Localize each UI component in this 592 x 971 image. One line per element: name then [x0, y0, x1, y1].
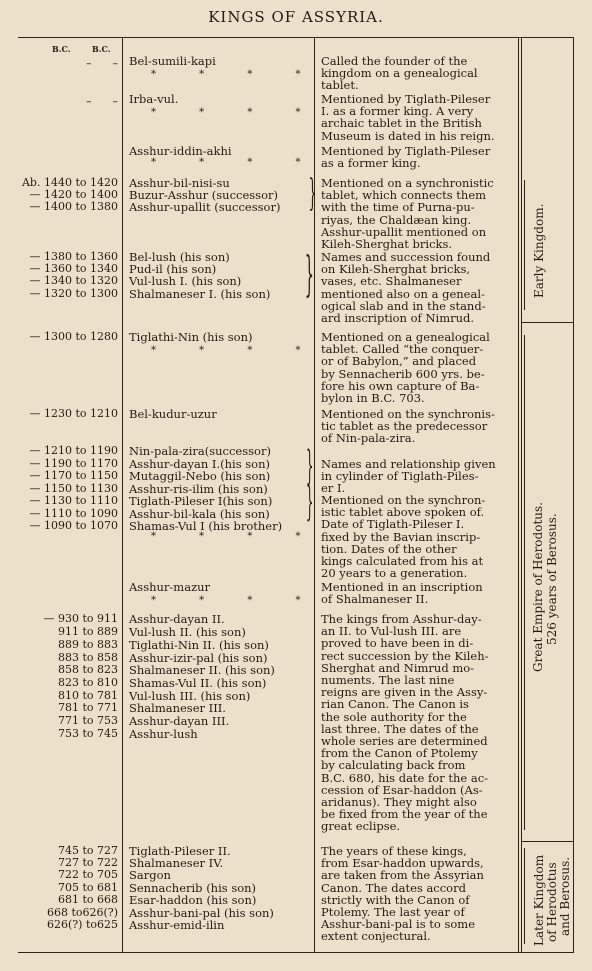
king-name: Asshur-dayan III. — [129, 714, 230, 728]
note-line: archaic tablet in the British — [321, 116, 482, 131]
king-name: Mutaggil-Nebo (his son) — [129, 469, 271, 483]
dash-marker: – – — [86, 57, 118, 70]
reign-dates: 883 to 858 — [57, 651, 118, 664]
note-line: proved to have been in di- — [321, 636, 474, 651]
note-line: in cylinder of Tiglath-Piles- — [321, 469, 479, 484]
page-title: KINGS OF ASSYRIA. — [208, 8, 384, 26]
king-name: Vul-lush III. (his son) — [129, 689, 251, 703]
king-name: Bel-lush (his son) — [129, 250, 230, 264]
reign-dates: — 1150 to 1130 — [29, 482, 118, 495]
column-rule-notes — [518, 37, 519, 953]
reign-dates: 727 to 722 — [57, 856, 118, 869]
note-line: by calculating back from — [321, 758, 466, 773]
reign-dates: 858 to 823 — [57, 663, 118, 676]
note-line: bylon in B.C. 703. — [321, 391, 425, 406]
note-line: tablet, which connects them — [321, 188, 487, 203]
note-line: Mentioned by Tiglath-Pileser — [321, 144, 491, 158]
king-name: Asshur-izir-pal (his son) — [129, 651, 268, 665]
reign-dates: 823 to 810 — [57, 676, 118, 689]
ellipsis-stars: * * * * — [151, 69, 321, 80]
king-name: Asshur-dayan II. — [129, 612, 225, 626]
note-line: tablet. — [321, 78, 359, 93]
reign-dates: — 1360 to 1340 — [29, 262, 118, 275]
king-name: Asshur-iddin-akhi — [129, 144, 232, 158]
reign-dates: 889 to 883 — [57, 638, 118, 651]
note-line: tic tablet as the predecessor — [321, 419, 488, 434]
note-line: be fixed from the year of the — [321, 807, 488, 822]
reign-dates: 722 to 705 — [57, 868, 118, 881]
note-line: kings calculated from his at — [321, 554, 484, 569]
king-name: Vul-lush I. (his son) — [129, 274, 242, 288]
note-line: Mentioned on a synchronistic — [321, 176, 494, 190]
ellipsis-stars: * * * * — [151, 107, 321, 118]
period-label-later-2: of Herodotus — [545, 862, 559, 942]
note-line: as a former king. — [321, 156, 421, 171]
note-line: whole series are determined — [321, 734, 488, 749]
group-brace: } — [305, 479, 314, 525]
period-label-later-3: and Berosus. — [558, 856, 572, 936]
reign-dates: 781 to 771 — [57, 701, 118, 714]
king-note — [321, 93, 513, 142]
note-line: numents. The last nine — [321, 673, 455, 688]
note-line: B.C. 680, his date for the ac- — [321, 770, 489, 785]
group-brace: } — [304, 246, 314, 302]
note-line: Names and relationship given — [321, 457, 496, 471]
period-bracket-early — [524, 180, 525, 310]
reign-dates: 771 to 753 — [57, 714, 118, 727]
ellipsis-stars: * * * * — [151, 157, 321, 168]
note-line: The years of these kings, — [321, 844, 467, 858]
note-line: Canon. The dates accord — [321, 880, 466, 895]
note-line: 20 years to a generation. — [321, 566, 468, 581]
note-line: Mentioned on the synchronis- — [321, 407, 495, 421]
group-brace: } — [308, 173, 317, 214]
group-brace: } — [305, 443, 314, 489]
note-line: rian Canon. The Canon is — [321, 697, 469, 712]
king-name: Asshur-bil-kala (his son) — [129, 507, 270, 521]
note-line: aridanus). They might also — [321, 795, 477, 810]
note-line: cession of Esar-haddon (As- — [321, 782, 483, 797]
note-line: riyas, the Chaldæan king. — [321, 212, 472, 227]
note-line: kingdom on a genealogical — [321, 66, 478, 81]
king-name: Esar-haddon (his son) — [129, 893, 257, 907]
king-name: Sargon — [129, 868, 171, 882]
king-note — [321, 408, 513, 445]
reign-dates: 753 to 745 — [57, 727, 118, 740]
note-line: Sherghat and Nimrud mo- — [321, 660, 475, 675]
reign-dates: — 1130 to 1110 — [29, 494, 118, 507]
note-line: on Kileh-Sherghat bricks, — [321, 262, 471, 277]
table-top-rule — [18, 37, 574, 38]
king-name: Asshur-mazur — [129, 580, 211, 594]
period-divider-later — [521, 841, 573, 842]
king-name: Shamas-Vul I (his brother) — [129, 519, 283, 533]
reign-dates: 911 to 889 — [57, 625, 118, 638]
king-name: Asshur-lush — [129, 727, 198, 741]
reign-dates: — 1340 to 1320 — [29, 274, 118, 287]
king-name: Asshur-upallit (successor) — [129, 200, 281, 214]
note-line: Mentioned in an inscription — [321, 580, 483, 594]
dash-marker: – – — [86, 95, 118, 108]
note-line: last three. The dates of the — [321, 721, 479, 736]
king-name: Asshur-emid-ilin — [129, 918, 225, 932]
reign-dates: — 1190 to 1170 — [29, 457, 118, 470]
note-line: ogical slab and in the stand- — [321, 298, 486, 313]
note-line: Mentioned on the synchron- — [321, 493, 486, 507]
period-label-great-2: 526 years of Berosus. — [545, 513, 559, 645]
note-line: of Nin-pala-zira. — [321, 431, 416, 446]
note-line: Asshur-bani-pal is to some — [321, 917, 476, 932]
note-line: tion. Dates of the other — [321, 541, 457, 556]
king-name: Bel-kudur-uzur — [129, 407, 217, 421]
king-note — [321, 458, 513, 495]
king-name: Asshur-dayan I.(his son) — [129, 457, 270, 471]
note-line: Mentioned by Tiglath-Pileser — [321, 92, 491, 106]
king-name: Shalmaneser II. (his son) — [129, 663, 275, 677]
reign-dates: — 930 to 911 — [43, 612, 118, 625]
note-line: an II. to Vul-lush III. are — [321, 624, 462, 639]
column-header-bc-from: B.C. — [52, 44, 71, 54]
reign-dates: — 1400 to 1380 — [29, 200, 118, 213]
note-line: mentioned also on a geneal- — [321, 286, 485, 301]
king-note — [321, 581, 513, 605]
table-right-edge — [573, 37, 574, 953]
king-name: Irba-vul. — [129, 92, 179, 106]
period-divider-early — [521, 322, 573, 323]
note-line: Mentioned on a genealogical — [321, 330, 490, 344]
note-line: Museum is dated in his reign. — [321, 128, 495, 143]
note-line: Date of Tiglath-Pileser I. — [321, 517, 465, 532]
note-line: Called the founder of the — [321, 54, 468, 68]
note-line: ard inscription of Nimrud. — [321, 311, 475, 326]
period-bracket-later — [524, 848, 525, 944]
column-header-bc-to: B.C. — [92, 44, 111, 54]
king-name: Tiglath-Pileser I(his son) — [129, 494, 273, 508]
king-note — [321, 331, 513, 404]
king-name: Vul-lush II. (his son) — [129, 625, 246, 639]
column-rule-periods-outer — [521, 37, 522, 953]
king-name: Shamas-Vul II. (his son) — [129, 676, 267, 690]
king-name: Asshur-bil-nisi-su — [129, 176, 230, 190]
reign-dates: 626(?) to625 — [46, 918, 118, 931]
note-line: rect succession by the Kileh- — [321, 648, 489, 663]
note-line: I. as a former king. A very — [321, 104, 474, 119]
note-line: Asshur-upallit mentioned on — [321, 224, 487, 239]
king-name: Tiglathi-Nin (his son) — [129, 330, 253, 344]
reign-dates: — 1320 to 1300 — [29, 287, 118, 300]
note-line: or of Babylon,” and placed — [321, 354, 477, 369]
ellipsis-stars: * * * * — [151, 531, 321, 542]
note-line: Ptolemy. The last year of — [321, 905, 465, 920]
king-note — [321, 145, 513, 169]
table-bottom-rule — [18, 952, 574, 953]
reign-dates: 705 to 681 — [57, 881, 118, 894]
note-line: with the time of Purna-pu- — [321, 200, 475, 215]
reign-dates: 745 to 727 — [57, 844, 118, 857]
king-name: Pud-il (his son) — [129, 262, 217, 276]
note-line: are taken from the Assyrian — [321, 868, 484, 883]
king-note — [321, 251, 513, 324]
note-line: fixed by the Bavian inscrip- — [321, 529, 481, 544]
king-name: Shalmaneser IV. — [129, 856, 224, 870]
note-line: tablet. Called “the conquer- — [321, 342, 484, 357]
note-line: by Sennacherib 600 yrs. be- — [321, 366, 485, 381]
king-name: Bel-sumili-kapi — [129, 54, 216, 68]
ellipsis-stars: * * * * — [151, 595, 321, 606]
note-line: Names and succession found — [321, 250, 491, 264]
king-note — [321, 613, 513, 833]
reign-dates: 668 to626(?) — [46, 906, 118, 919]
ellipsis-stars: * * * * — [151, 345, 321, 356]
note-line: er I. — [321, 481, 346, 496]
reign-dates: — 1210 to 1190 — [29, 444, 118, 457]
king-note — [321, 177, 513, 250]
king-name: Asshur-bani-pal (his son) — [129, 906, 274, 920]
note-line: the sole authority for the — [321, 709, 467, 724]
note-line: extent conjectural. — [321, 929, 431, 944]
note-line: istic tablet above spoken of. — [321, 505, 485, 520]
note-line: from Esar-haddon upwards, — [321, 856, 484, 871]
king-name: Shalmaneser I. (his son) — [129, 287, 271, 301]
note-line: vases, etc. Shalmaneser — [321, 274, 462, 289]
reign-dates: — 1300 to 1280 — [29, 330, 118, 343]
reign-dates: — 1110 to 1090 — [29, 507, 118, 520]
note-line: strictly with the Canon of — [321, 892, 470, 907]
king-note — [321, 494, 513, 579]
king-name: Tiglathi-Nin II. (his son) — [129, 638, 269, 652]
king-name: Buzur-Asshur (successor) — [129, 188, 278, 202]
note-line: from the Canon of Ptolemy — [321, 746, 478, 761]
reign-dates: 810 to 781 — [57, 689, 118, 702]
reign-dates: — 1420 to 1400 — [29, 188, 118, 201]
reign-dates: — 1380 to 1360 — [29, 250, 118, 263]
note-line: great eclipse. — [321, 819, 401, 834]
note-line: fore his own capture of Ba- — [321, 378, 480, 393]
note-line: The kings from Asshur-day- — [321, 612, 482, 626]
king-name: Asshur-ris-ilim (his son) — [129, 482, 268, 496]
note-line: Kileh-Sherghat bricks. — [321, 237, 453, 252]
king-name: Nin-pala-zira(successor) — [129, 444, 271, 458]
period-label-early: Early Kingdom. — [532, 203, 546, 298]
reign-dates: Ab. 1440 to 1420 — [21, 176, 118, 189]
reign-dates: 681 to 668 — [57, 893, 118, 906]
column-rule-dates — [122, 37, 123, 953]
king-name: Tiglath-Pileser II. — [129, 844, 231, 858]
king-name: Sennacherib (his son) — [129, 881, 257, 895]
note-line: reigns are given in the Assy- — [321, 685, 488, 700]
period-label-great-1: Great Empire of Herodotus. — [531, 502, 545, 672]
period-bracket-great — [524, 335, 525, 830]
reign-dates: — 1230 to 1210 — [29, 407, 118, 420]
period-label-later-1: Later Kingdom — [532, 854, 546, 946]
king-name: Shalmaneser III. — [129, 701, 226, 715]
note-line: of Shalmaneser II. — [321, 592, 429, 607]
reign-dates: — 1170 to 1150 — [29, 469, 118, 482]
reign-dates: — 1090 to 1070 — [29, 519, 118, 532]
king-note — [321, 55, 513, 92]
king-note — [321, 845, 513, 943]
